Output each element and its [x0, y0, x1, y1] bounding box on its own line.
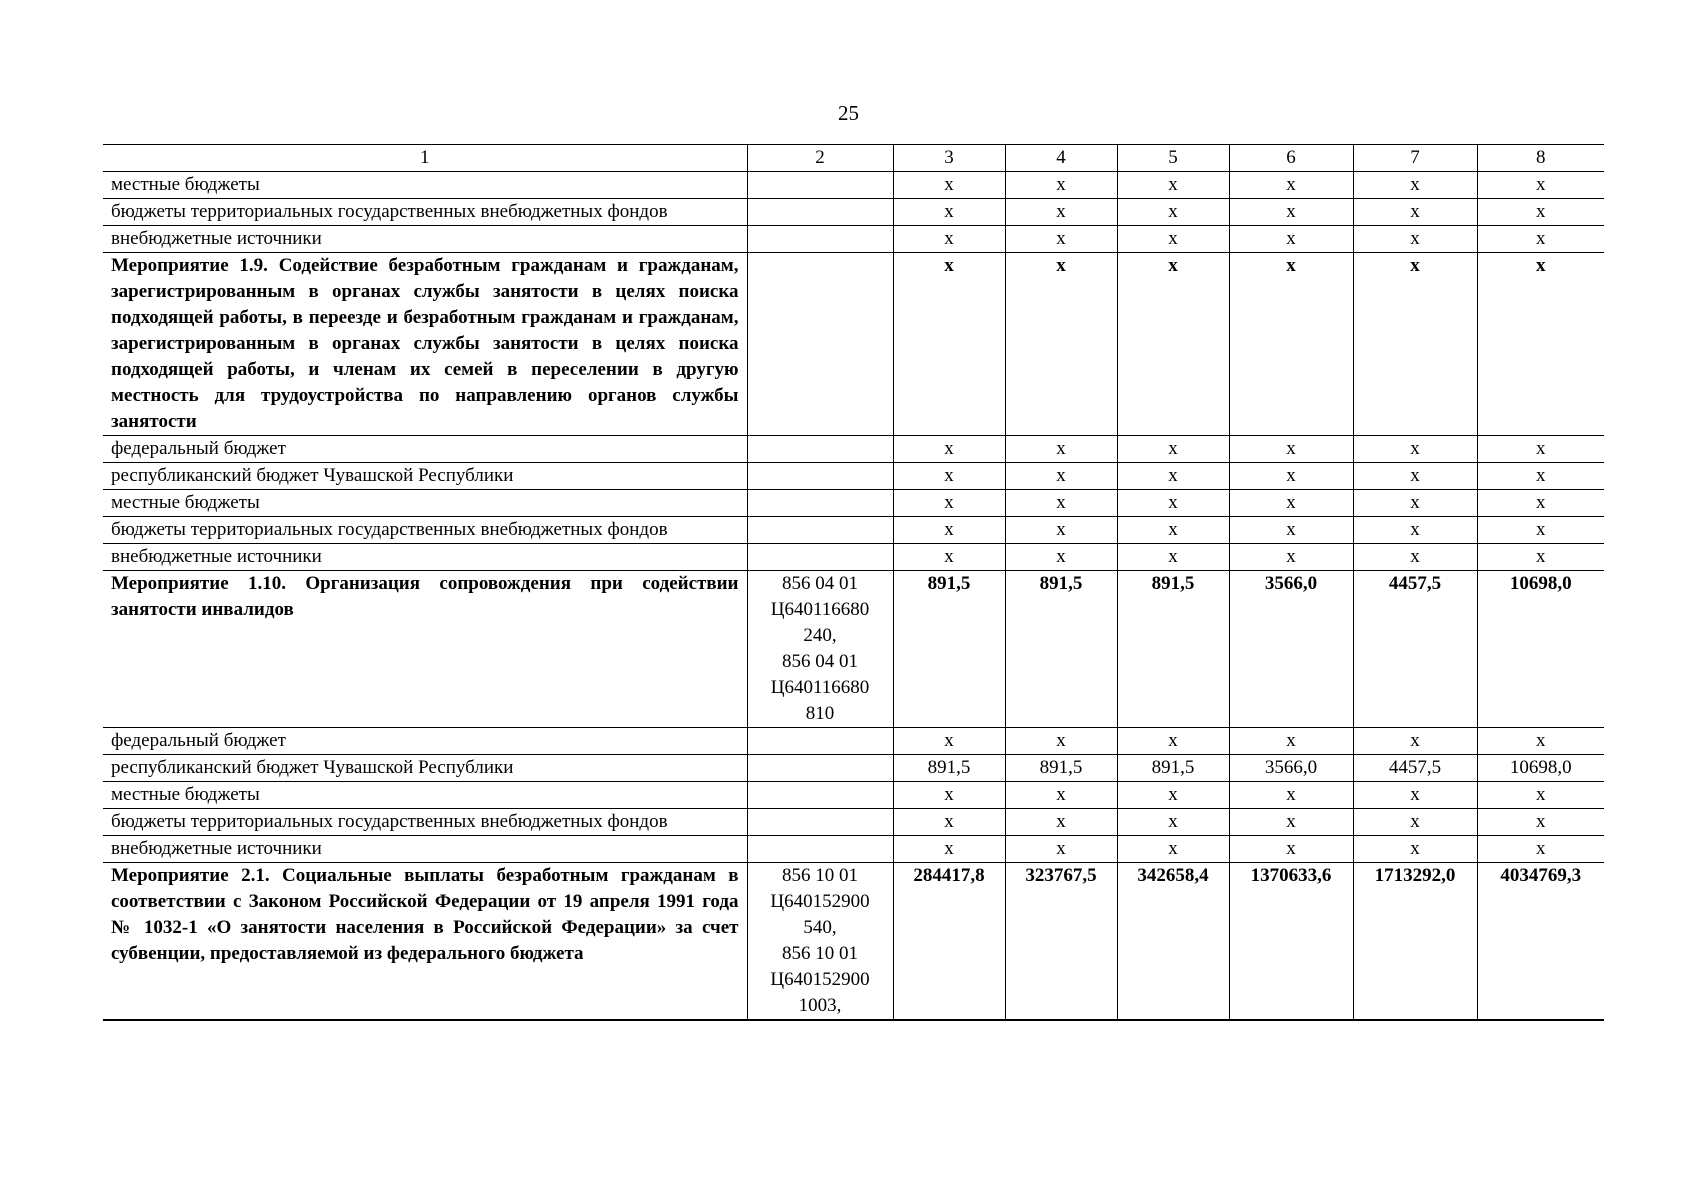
header-col-3: 3 — [893, 145, 1005, 172]
table-row — [103, 253, 1604, 436]
value-col-7: x — [1353, 782, 1477, 809]
value-col-5: x — [1117, 809, 1229, 836]
value-col-5: x — [1117, 172, 1229, 199]
value-col-4: 891,5 — [1005, 755, 1117, 782]
value-col-6: x — [1229, 172, 1353, 199]
value-col-8: x — [1477, 463, 1604, 490]
header-col-5: 5 — [1117, 145, 1229, 172]
table-row — [103, 809, 1604, 836]
value-col-3: x — [893, 463, 1005, 490]
budget-classification-code — [747, 253, 893, 436]
value-col-4: x — [1005, 782, 1117, 809]
header-col-4: 4 — [1005, 145, 1117, 172]
value-col-4: x — [1005, 490, 1117, 517]
measure-title: Мероприятие 1.9. Содействие безработным гражданам и гражданам, зарегистрированным в органах службы занятости в целях поиска подходящей работы, в переезде и безработным гражданам и гражданам, зарегистрированным в органах службы занятости в целях поиска подходящей работы, и членам их семей в переселении в другую местность для трудоустройства по направлению органов службы занятости — [103, 253, 747, 436]
value-col-7: x — [1353, 809, 1477, 836]
value-col-3: x — [893, 836, 1005, 863]
value-col-8: 10698,0 — [1477, 755, 1604, 782]
value-col-3: x — [893, 172, 1005, 199]
budget-classification-code — [747, 782, 893, 809]
value-col-6: x — [1229, 836, 1353, 863]
budget-classification-code — [747, 172, 893, 199]
funding-source: внебюджетные источники — [103, 544, 747, 571]
table-row — [103, 836, 1604, 863]
value-col-4: x — [1005, 463, 1117, 490]
table-row — [103, 199, 1604, 226]
value-col-4: 891,5 — [1005, 571, 1117, 728]
value-col-3: x — [893, 809, 1005, 836]
value-col-8: x — [1477, 436, 1604, 463]
value-col-7: 4457,5 — [1353, 755, 1477, 782]
header-col-6: 6 — [1229, 145, 1353, 172]
value-col-6: x — [1229, 199, 1353, 226]
value-col-7: x — [1353, 436, 1477, 463]
value-col-6: x — [1229, 544, 1353, 571]
value-col-7: x — [1353, 463, 1477, 490]
table-row — [103, 728, 1604, 755]
value-col-5: 891,5 — [1117, 755, 1229, 782]
value-col-6: x — [1229, 809, 1353, 836]
funding-source: федеральный бюджет — [103, 728, 747, 755]
value-col-3: x — [893, 517, 1005, 544]
budget-classification-code — [747, 199, 893, 226]
value-col-5: x — [1117, 490, 1229, 517]
value-col-7: x — [1353, 544, 1477, 571]
value-col-6: 3566,0 — [1229, 755, 1353, 782]
value-col-6: 1370633,6 — [1229, 863, 1353, 1021]
value-col-3: 284417,8 — [893, 863, 1005, 1021]
value-col-6: x — [1229, 463, 1353, 490]
value-col-8: x — [1477, 172, 1604, 199]
value-col-6: x — [1229, 728, 1353, 755]
value-col-5: x — [1117, 728, 1229, 755]
header-col-1: 1 — [103, 145, 747, 172]
value-col-4: 323767,5 — [1005, 863, 1117, 1021]
value-col-4: x — [1005, 172, 1117, 199]
value-col-8: x — [1477, 544, 1604, 571]
value-col-8: x — [1477, 728, 1604, 755]
value-col-4: x — [1005, 728, 1117, 755]
value-col-7: x — [1353, 253, 1477, 436]
header-row — [103, 145, 1604, 172]
value-col-7: x — [1353, 728, 1477, 755]
value-col-6: x — [1229, 517, 1353, 544]
table-row — [103, 490, 1604, 517]
page-number: 25 — [838, 101, 859, 125]
value-col-5: x — [1117, 544, 1229, 571]
value-col-8: x — [1477, 490, 1604, 517]
header-col-7: 7 — [1353, 145, 1477, 172]
value-col-5: x — [1117, 463, 1229, 490]
table-row — [103, 571, 1604, 728]
value-col-3: x — [893, 226, 1005, 253]
measure-title: Мероприятие 2.1. Социальные выплаты безработным гражданам в соответствии с Законом Российской Федерации от 19 апреля 1991 года № 1032-1 «О занятости населения в Российской Федерации» за счет субвенции, предоставляемой из федерального бюджета — [103, 863, 747, 1021]
budget-classification-code — [747, 436, 893, 463]
value-col-7: 4457,5 — [1353, 571, 1477, 728]
value-col-4: x — [1005, 544, 1117, 571]
table-row — [103, 436, 1604, 463]
measure-title: Мероприятие 1.10. Организация сопровождения при содействии занятости инвалидов — [103, 571, 747, 728]
funding-source: бюджеты территориальных государственных внебюджетных фондов — [103, 199, 747, 226]
value-col-5: x — [1117, 517, 1229, 544]
table-header — [103, 145, 1604, 172]
funding-source: бюджеты территориальных государственных внебюджетных фондов — [103, 517, 747, 544]
value-col-3: x — [893, 436, 1005, 463]
value-col-8: x — [1477, 517, 1604, 544]
value-col-4: x — [1005, 199, 1117, 226]
header-col-8: 8 — [1477, 145, 1604, 172]
value-col-3: x — [893, 253, 1005, 436]
table-row — [103, 755, 1604, 782]
budget-classification-code — [747, 544, 893, 571]
value-col-8: x — [1477, 809, 1604, 836]
value-col-8: x — [1477, 226, 1604, 253]
value-col-4: x — [1005, 436, 1117, 463]
value-col-4: x — [1005, 226, 1117, 253]
value-col-4: x — [1005, 836, 1117, 863]
value-col-5: x — [1117, 436, 1229, 463]
table-row — [103, 172, 1604, 199]
funding-source: местные бюджеты — [103, 172, 747, 199]
budget-classification-code: 856 04 01 Ц640116680 240, 856 04 01 Ц640116680 810 — [747, 571, 893, 728]
budget-classification-code — [747, 226, 893, 253]
value-col-5: x — [1117, 836, 1229, 863]
value-col-3: 891,5 — [893, 755, 1005, 782]
value-col-7: x — [1353, 517, 1477, 544]
value-col-7: x — [1353, 199, 1477, 226]
value-col-8: x — [1477, 782, 1604, 809]
table-row — [103, 226, 1604, 253]
table-row — [103, 544, 1604, 571]
value-col-7: x — [1353, 490, 1477, 517]
funding-source: бюджеты территориальных государственных внебюджетных фондов — [103, 809, 747, 836]
value-col-5: 342658,4 — [1117, 863, 1229, 1021]
budget-classification-code — [747, 755, 893, 782]
budget-table — [103, 144, 1604, 1021]
value-col-6: x — [1229, 436, 1353, 463]
budget-classification-code — [747, 463, 893, 490]
value-col-5: 891,5 — [1117, 571, 1229, 728]
value-col-7: x — [1353, 226, 1477, 253]
value-col-8: x — [1477, 836, 1604, 863]
budget-classification-code — [747, 836, 893, 863]
value-col-3: x — [893, 490, 1005, 517]
funding-source: местные бюджеты — [103, 490, 747, 517]
value-col-7: x — [1353, 172, 1477, 199]
table-row — [103, 782, 1604, 809]
value-col-4: x — [1005, 253, 1117, 436]
value-col-7: 1713292,0 — [1353, 863, 1477, 1021]
table-row — [103, 463, 1604, 490]
table-body — [103, 172, 1604, 1021]
value-col-8: 10698,0 — [1477, 571, 1604, 728]
value-col-5: x — [1117, 226, 1229, 253]
value-col-3: x — [893, 728, 1005, 755]
value-col-3: x — [893, 544, 1005, 571]
funding-source: федеральный бюджет — [103, 436, 747, 463]
value-col-6: x — [1229, 490, 1353, 517]
value-col-7: x — [1353, 836, 1477, 863]
funding-source: внебюджетные источники — [103, 226, 747, 253]
funding-source: местные бюджеты — [103, 782, 747, 809]
value-col-8: x — [1477, 253, 1604, 436]
header-col-2: 2 — [747, 145, 893, 172]
budget-classification-code: 856 10 01 Ц640152900 540, 856 10 01 Ц640152900 1003, — [747, 863, 893, 1021]
value-col-3: 891,5 — [893, 571, 1005, 728]
value-col-8: 4034769,3 — [1477, 863, 1604, 1021]
funding-source: внебюджетные источники — [103, 836, 747, 863]
value-col-5: x — [1117, 782, 1229, 809]
value-col-5: x — [1117, 199, 1229, 226]
budget-classification-code — [747, 728, 893, 755]
budget-classification-code — [747, 809, 893, 836]
value-col-3: x — [893, 782, 1005, 809]
value-col-8: x — [1477, 199, 1604, 226]
funding-source: республиканский бюджет Чувашской Республики — [103, 755, 747, 782]
value-col-6: x — [1229, 782, 1353, 809]
budget-classification-code — [747, 490, 893, 517]
value-col-3: x — [893, 199, 1005, 226]
value-col-6: x — [1229, 253, 1353, 436]
value-col-4: x — [1005, 517, 1117, 544]
value-col-4: x — [1005, 809, 1117, 836]
value-col-6: 3566,0 — [1229, 571, 1353, 728]
value-col-5: x — [1117, 253, 1229, 436]
budget-classification-code — [747, 517, 893, 544]
table-row — [103, 517, 1604, 544]
value-col-6: x — [1229, 226, 1353, 253]
table-row — [103, 863, 1604, 1021]
funding-source: республиканский бюджет Чувашской Республики — [103, 463, 747, 490]
